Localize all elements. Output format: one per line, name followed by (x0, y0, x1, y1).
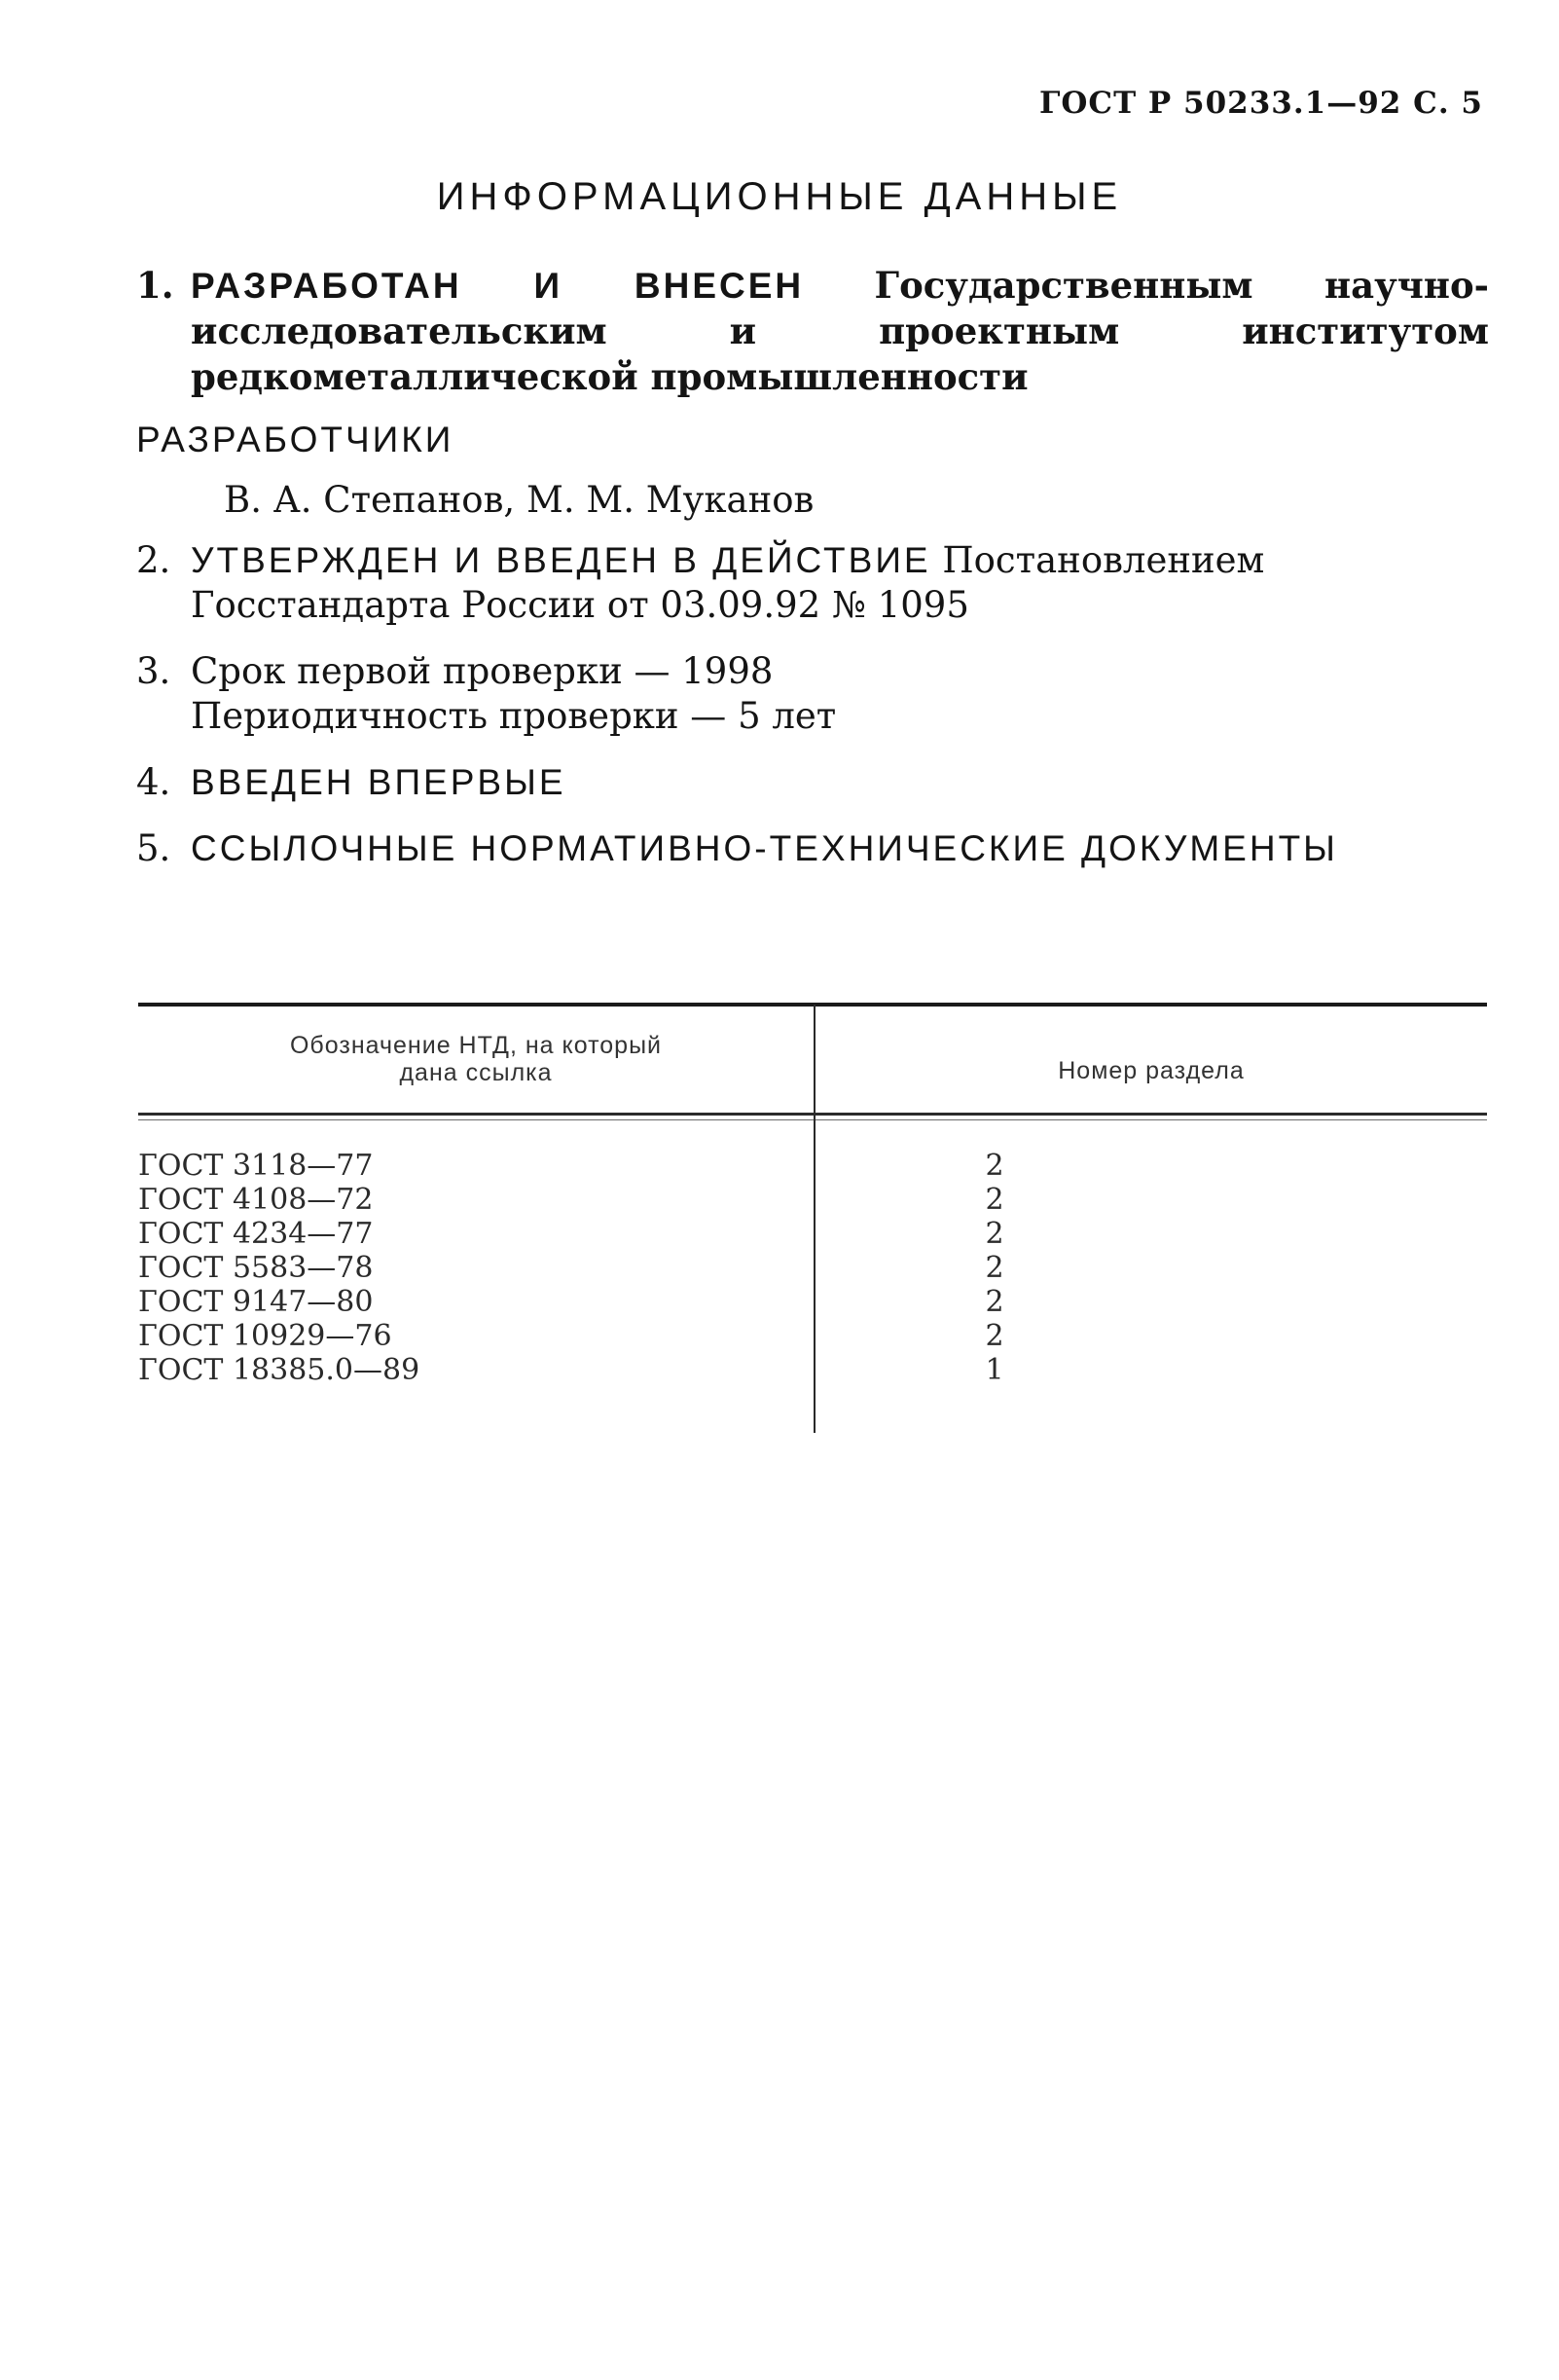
doc-designation: ГОСТ 18385.0—89 (138, 1353, 420, 1387)
item-review (136, 649, 1489, 739)
item-text: Постановлением Госстандарта России от 03.09.92 № 1095 (191, 539, 1265, 626)
table-header-designation (138, 1032, 814, 1086)
table-row (138, 1183, 1487, 1217)
document-title: ИНФОРМАЦИОННЫЕ ДАННЫЕ (436, 175, 1123, 218)
section-number: 2 (985, 1183, 1004, 1217)
table-row (138, 1319, 1487, 1353)
review-line-2: Периодичность проверки — 5 лет (191, 695, 837, 737)
section-number: 1 (985, 1353, 1004, 1387)
item-lead: ВВЕДЕН ВПЕРВЫЕ (191, 762, 566, 802)
item-number: 4. (136, 761, 171, 803)
item-reference-documents (136, 826, 1489, 871)
table-row (138, 1353, 1487, 1387)
header-line: дана ссылка (399, 1059, 553, 1086)
table-header-rule-thin (138, 1119, 1487, 1120)
doc-designation: ГОСТ 5583—78 (138, 1251, 374, 1285)
item-developed-by (136, 263, 1489, 400)
table-row (138, 1285, 1487, 1319)
table-body (138, 1149, 1487, 1387)
doc-designation: ГОСТ 9147—80 (138, 1285, 374, 1319)
table-row (138, 1217, 1487, 1251)
item-number: 5. (136, 827, 171, 869)
running-head: ГОСТ Р 50233.1—92 С. 5 (1038, 86, 1483, 121)
section-number: 2 (985, 1319, 1004, 1353)
developers-names: В. А. Степанов, М. М. Муканов (224, 479, 815, 521)
item-first-introduced (136, 760, 1489, 805)
item-number: 2. (136, 539, 171, 581)
doc-designation: ГОСТ 4234—77 (138, 1217, 374, 1251)
item-lead: УТВЕРЖДЕН И ВВЕДЕН В ДЕЙСТВИЕ (191, 540, 931, 580)
doc-designation: ГОСТ 10929—76 (138, 1319, 392, 1353)
item-number: 1. (136, 264, 174, 307)
developers-heading: РАЗРАБОТЧИКИ (136, 420, 454, 459)
item-number: 3. (136, 650, 171, 692)
review-line-1: Срок первой проверки — 1998 (191, 650, 774, 692)
table-header-section: Номер раздела (1058, 1057, 1245, 1084)
section-number: 2 (985, 1149, 1004, 1183)
table-header-rule (138, 1113, 1487, 1116)
section-number: 2 (985, 1285, 1004, 1319)
table-row (138, 1149, 1487, 1183)
reference-table (138, 1003, 1487, 1460)
item-text: Государственным научно-исследовательским и проектным институтом редкометаллической промышленности (191, 264, 1489, 398)
section-number: 2 (985, 1251, 1004, 1285)
info-items (136, 263, 1489, 871)
table-row (138, 1251, 1487, 1285)
section-number: 2 (985, 1217, 1004, 1251)
item-lead: РАЗРАБОТАН И ВНЕСЕН (191, 266, 805, 306)
table-top-rule (138, 1003, 1487, 1007)
item-lead: ССЫЛОЧНЫЕ НОРМАТИВНО-ТЕХНИЧЕСКИЕ ДОКУМЕНТЫ (191, 828, 1338, 868)
item-approved (136, 538, 1489, 628)
doc-designation: ГОСТ 3118—77 (138, 1149, 374, 1183)
header-line: Обозначение НТД, на который (289, 1032, 663, 1059)
doc-designation: ГОСТ 4108—72 (138, 1183, 374, 1217)
